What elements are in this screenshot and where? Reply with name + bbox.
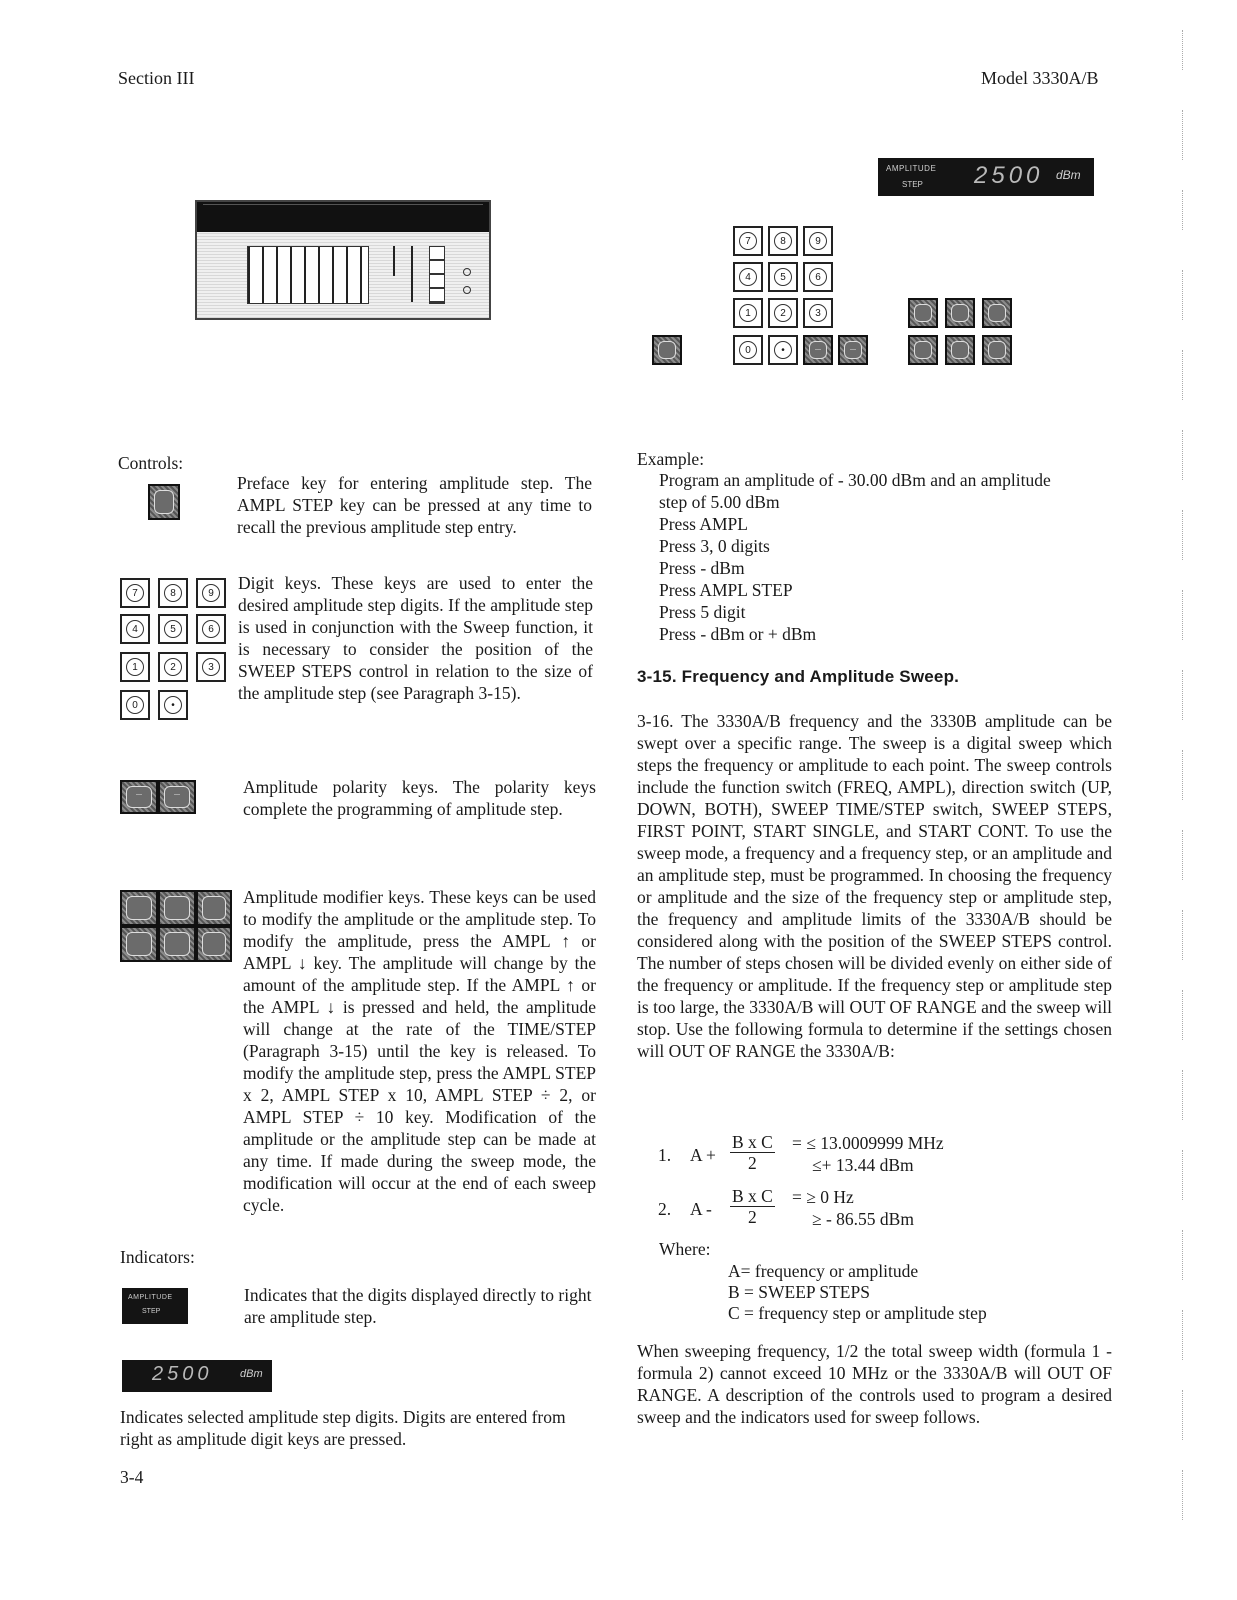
section-label: Section III <box>118 68 195 88</box>
page-edge-mark <box>1182 1150 1186 1200</box>
digit-key-8-icon <box>158 578 188 608</box>
page-edge-mark <box>1182 1470 1186 1520</box>
page-edge-mark <box>1182 270 1186 320</box>
formula-limit-ampl: ≥ - 86.55 dBm <box>812 1209 914 1229</box>
example-line: Press 3, 0 digits <box>659 536 770 556</box>
digit-key-7[interactable] <box>733 226 763 256</box>
digit-key-9-icon <box>196 578 226 608</box>
page-edge-mark <box>1182 990 1186 1040</box>
plus-dbm-key-icon <box>158 780 196 814</box>
display-digits: 2500 <box>974 162 1044 189</box>
digit-key-5[interactable] <box>768 262 798 292</box>
page-edge-mark <box>1182 510 1186 560</box>
ampl-step-div2-key[interactable] <box>908 335 938 365</box>
ampl-step-x10-icon <box>164 896 190 920</box>
amplitude-step-digits-indicator <box>122 1360 272 1392</box>
digit-key-label: 9 <box>809 232 827 250</box>
page-edge-mark <box>1182 830 1186 880</box>
digit-key-label: 0 <box>126 696 144 714</box>
digit-key-label: 3 <box>202 658 220 676</box>
ampl-up-key-icon <box>196 890 232 926</box>
panel-divider <box>411 246 413 302</box>
decimal-point-key[interactable] <box>768 335 798 365</box>
example-line: Press - dBm or + dBm <box>659 624 817 644</box>
ampl-step-key[interactable] <box>652 335 682 365</box>
panel-switch-column <box>429 246 445 304</box>
ampl-down-key[interactable] <box>982 335 1012 365</box>
page-edge-mark <box>1182 670 1186 720</box>
digit-key-6-icon <box>196 614 226 644</box>
ampl-step-div10-key-icon <box>158 926 196 962</box>
digit-key-label: 7 <box>126 584 144 602</box>
digit-key-label: 6 <box>202 620 220 638</box>
section-heading-sweep: 3-15. Frequency and Amplitude Sweep. <box>637 667 960 686</box>
ampl-step-description: Preface key for entering amplitude step. The AMPL STEP key can be pressed at any time to recall the previous amplitude step entry. <box>237 473 592 537</box>
ampl-step-x10-key[interactable] <box>945 298 975 328</box>
digit-key-4-icon <box>120 614 150 644</box>
example-line: step of 5.00 dBm <box>659 492 780 512</box>
model-label: Model 3330A/B <box>981 68 1099 88</box>
digit-keys-description: Digit keys. These keys are used to enter the desired amplitude step digits. If the amplitude step is used in conjunction with the Sweep function, it is necessary to consider the position of the SWEEP STEPS control in relation to the size of the amplitude step (see Paragraph 3-15). <box>238 573 593 703</box>
sweep-paragraph: 3-16. The 3330A/B frequency and the 3330B amplitude can be swept over a specific range. The sweep is a digital sweep which steps the frequency or amplitude to each point. The sweep controls include the function switch (FREQ, AMPL), direction switch (UP, DOWN, BOTH), SWEEP TIME/STEP switch, SWEEP STEPS, FIRST POINT, START SINGLE, and START CONT. To use the sweep mode, a frequency and a frequency step, or an amplitude and an amplitude step, must be programmed. In choosing the frequency or amplitude and the size of the frequency step or amplitude step, the frequency and amplitude limits of the 3330A/B should be considered along with the position of the SWEEP STEPS control. The number of steps chosen will be divided evenly on either side of the frequency or amplitude. If the frequency step or amplitude step is too large, the 3330A/B will OUT OF RANGE and the sweep will stop. Use the following formula to determine if the settings chosen will OUT OF RANGE the 3330A/B: <box>637 711 1112 1061</box>
amplitude-step-display <box>878 158 1094 196</box>
example-heading: Example: <box>637 449 705 469</box>
digit-key-label: 5 <box>774 268 792 286</box>
ampl-step-div10-icon <box>951 341 969 359</box>
arrow-down-icon <box>202 932 226 956</box>
digit-key-label: 2 <box>774 304 792 322</box>
digit-key-3[interactable] <box>803 298 833 328</box>
formula-fraction <box>730 1132 775 1173</box>
example-line: Press - dBm <box>659 558 745 578</box>
modifier-keys-description: Amplitude modifier keys. These keys can be used to modify the amplitude or the amplitude step. To modify the amplitude, press the AMPL ↑ or AMPL ↓ key. The amplitude will change by the amount of the amplitude step. If the AMPL ↑ or the AMPL ↓ is pressed and held, the amplitude will change at the rate of the TIME/STEP (Paragraph 3-15) until the key is released. To modify the amplitude step, press the AMPL STEP x 2, AMPL STEP x 10, AMPL STEP ÷ 2, or AMPL STEP ÷ 10 key. Modification of the amplitude or the amplitude step can be made at any time. If made during the sweep mode, the modification will occur at the end of each sweep cycle. <box>243 887 596 1215</box>
controls-heading: Controls: <box>118 453 184 473</box>
digit-key-label: 9 <box>202 584 220 602</box>
fraction-numerator: B x C <box>732 1132 773 1152</box>
digit-key-5-icon <box>158 614 188 644</box>
ampl-step-div10-icon <box>164 932 190 956</box>
formula-variable: A - <box>690 1199 712 1219</box>
panel-keypad-cluster <box>247 246 369 304</box>
panel-knob <box>463 286 471 294</box>
digit-key-1-icon <box>120 652 150 682</box>
panel-display-strip <box>197 202 489 232</box>
digit-key-label: 3 <box>809 304 827 322</box>
where-label: Where: <box>659 1239 711 1259</box>
indicator-unit: dBm <box>240 1368 263 1380</box>
digit-key-1[interactable] <box>733 298 763 328</box>
formula-number: 2. <box>658 1199 672 1219</box>
page-edge-mark <box>1182 1390 1186 1440</box>
where-c: C = frequency step or amplitude step <box>728 1303 987 1323</box>
digit-key-label: 8 <box>774 232 792 250</box>
front-panel-illustration <box>195 200 491 320</box>
ampl-down-key-icon <box>196 926 232 962</box>
ampl-step-x2-key-icon <box>120 890 158 926</box>
display-label-line2: STEP <box>902 180 923 189</box>
digit-key-label: 5 <box>164 620 182 638</box>
ampl-step-div2-key-icon <box>120 926 158 962</box>
example-line: Press 5 digit <box>659 602 746 622</box>
formula-variable: A + <box>690 1145 716 1165</box>
display-label-line1: AMPLITUDE <box>886 164 937 173</box>
minus-icon: — <box>126 786 152 808</box>
page-edge-mark <box>1182 590 1186 640</box>
polarity-keys-description: Amplitude polarity keys. The polarity keys complete the programming of amplitude step. <box>243 777 596 819</box>
ampl-step-div2-icon <box>126 932 152 956</box>
arrow-up-icon <box>988 304 1006 322</box>
indicator-label-line1: AMPLITUDE <box>128 1294 173 1301</box>
ampl-step-icon <box>154 490 174 514</box>
digit-key-label: 6 <box>809 268 827 286</box>
ampl-step-icon <box>658 341 676 359</box>
page-edge-mark <box>1182 430 1186 480</box>
digit-key-label: 4 <box>739 268 757 286</box>
digit-key-8[interactable] <box>768 226 798 256</box>
example-line: Program an amplitude of - 30.00 dBm and an amplitude <box>659 470 1051 490</box>
page-edge-mark <box>1182 110 1186 160</box>
ampl-step-div10-key[interactable] <box>945 335 975 365</box>
plus-dbm-key[interactable] <box>838 335 868 365</box>
indicator-digits: 2500 <box>152 1363 213 1385</box>
indicators-heading: Indicators: <box>120 1247 195 1267</box>
digit-key-0[interactable] <box>733 335 763 365</box>
example-line: Press AMPL STEP <box>659 580 793 600</box>
decimal-key-icon <box>158 690 188 720</box>
arrow-down-icon <box>988 341 1006 359</box>
digit-key-label: 8 <box>164 584 182 602</box>
digit-key-label: 7 <box>739 232 757 250</box>
page-edge-mark <box>1182 750 1186 800</box>
ampl-step-x10-icon <box>951 304 969 322</box>
panel-divider <box>393 246 395 276</box>
fraction-denominator: 2 <box>748 1207 757 1227</box>
where-b: B = SWEEP STEPS <box>728 1282 870 1302</box>
indicator-digits-description: Indicates selected amplitude step digits. Digits are entered from right as amplitude digit keys are pressed. <box>120 1407 566 1449</box>
ampl-step-key-icon <box>148 484 180 520</box>
digit-key-7-icon <box>120 578 150 608</box>
digit-key-0-icon <box>120 690 150 720</box>
formula-1 <box>658 1132 1118 1178</box>
digit-key-label: 0 <box>739 341 757 359</box>
minus-dbm-key-icon <box>120 780 158 814</box>
fraction-denominator: 2 <box>748 1153 757 1173</box>
page-number: 3-4 <box>120 1467 144 1487</box>
page-edge-mark <box>1182 910 1186 960</box>
digit-key-3-icon <box>196 652 226 682</box>
example-steps <box>659 469 1119 645</box>
formula-limit-freq: = ≥ 0 Hz <box>792 1187 854 1207</box>
ampl-step-x2-key[interactable] <box>908 298 938 328</box>
display-unit: dBm <box>1056 168 1081 182</box>
arrow-up-icon <box>202 896 226 920</box>
formula-2 <box>658 1186 1118 1232</box>
digit-key-9[interactable] <box>803 226 833 256</box>
ampl-up-key[interactable] <box>982 298 1012 328</box>
digit-key-label: 4 <box>126 620 144 638</box>
digit-key-label: • <box>774 341 792 359</box>
where-a: A= frequency or amplitude <box>728 1261 919 1281</box>
ampl-step-div2-icon <box>914 341 932 359</box>
digit-key-2-icon <box>158 652 188 682</box>
minus-icon: — <box>809 341 827 359</box>
amplitude-step-indicator <box>122 1288 188 1324</box>
digit-key-2[interactable] <box>768 298 798 328</box>
digit-key-label: 1 <box>126 658 144 676</box>
digit-key-label: 1 <box>739 304 757 322</box>
ampl-step-x10-key-icon <box>158 890 196 926</box>
formula-fraction <box>730 1186 775 1227</box>
minus-dbm-key[interactable] <box>803 335 833 365</box>
indicator-label-description: Indicates that the digits displayed directly to right are amplitude step. <box>244 1285 592 1327</box>
digit-key-label: 2 <box>164 658 182 676</box>
panel-knob <box>463 268 471 276</box>
page-edge-mark <box>1182 1230 1186 1280</box>
ampl-step-x2-icon <box>914 304 932 322</box>
digit-key-6[interactable] <box>803 262 833 292</box>
digit-key-4[interactable] <box>733 262 763 292</box>
fraction-numerator: B x C <box>732 1186 773 1206</box>
formula-limit-ampl: ≤+ 13.44 dBm <box>812 1155 914 1175</box>
formula-limit-freq: = ≤ 13.0009999 MHz <box>792 1133 944 1153</box>
digit-key-label: • <box>164 696 182 714</box>
indicator-label-line2: STEP <box>142 1308 161 1315</box>
ampl-step-x2-icon <box>126 896 152 920</box>
closing-paragraph: When sweeping frequency, 1/2 the total sweep width (formula 1 - formula 2) cannot exceed 10 MHz or the 3330A/B will OUT OF RANGE. A description of the controls used to program a desired sweep and the indicators used for sweep follows. <box>637 1341 1112 1427</box>
page-edge-mark <box>1182 350 1186 400</box>
page-edge-mark <box>1182 1070 1186 1120</box>
formula-number: 1. <box>658 1145 672 1165</box>
plus-icon: — <box>164 786 190 808</box>
page-edge-mark <box>1182 30 1186 70</box>
page-edge-mark <box>1182 190 1186 230</box>
page-edge-mark <box>1182 1310 1186 1360</box>
example-line: Press AMPL <box>659 514 748 534</box>
plus-icon: — <box>844 341 862 359</box>
panel-top-line <box>203 204 483 205</box>
